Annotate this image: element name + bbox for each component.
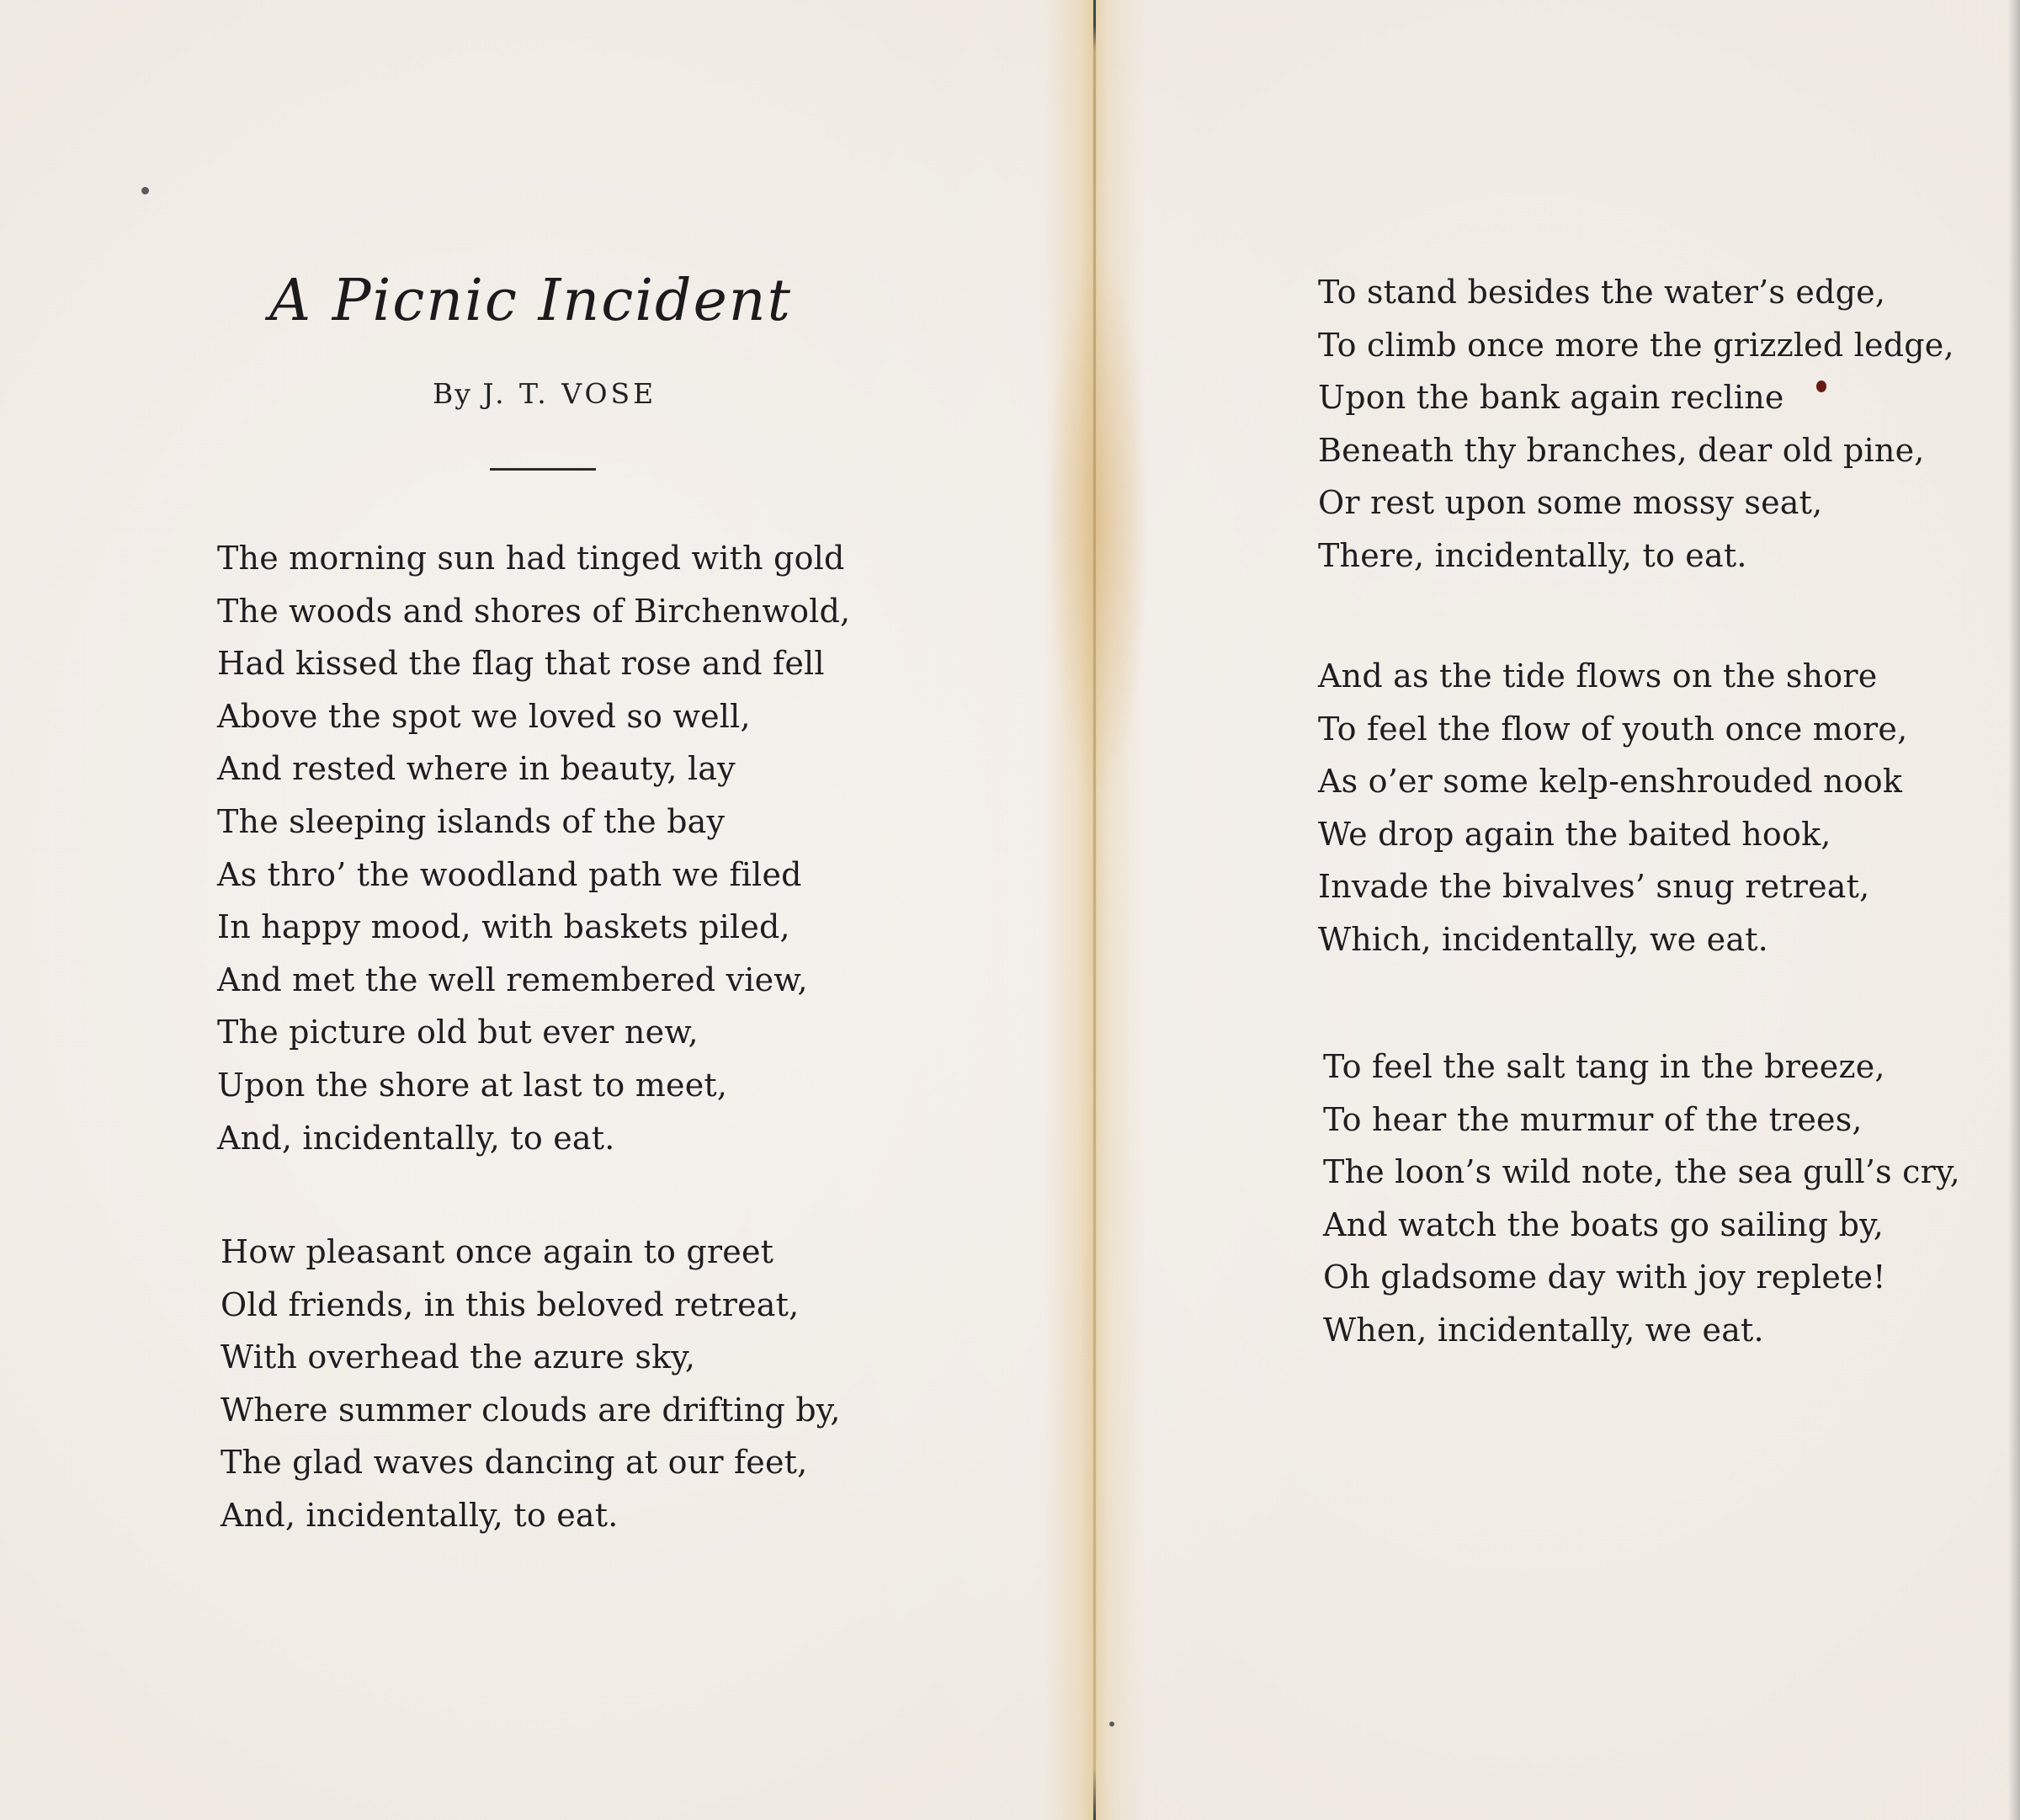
poem-line: As thro’ the woodland path we filed <box>217 855 802 893</box>
poem-line: To hear the murmur of the trees, <box>1323 1100 1863 1138</box>
poem-line: To feel the flow of youth once more, <box>1318 710 1908 748</box>
poem-line: Which, incidentally, we eat. <box>1318 920 1768 958</box>
poem-line: Above the spot we loved so well, <box>217 697 751 735</box>
stanza-2 <box>221 1226 841 1542</box>
poem-line: Old friends, in this beloved retreat, <box>221 1285 800 1323</box>
poem-line: The sleeping islands of the bay <box>217 802 726 840</box>
poem-line: To feel the salt tang in the breeze, <box>1323 1048 1885 1085</box>
poem-line: The loon’s wild note, the sea gull’s cry, <box>1323 1153 1960 1191</box>
poem-line: And met the well remembered view, <box>217 961 808 998</box>
stanza-5 <box>1323 1040 1960 1357</box>
poem-line: Beneath thy branches, dear old pine, <box>1318 431 1925 469</box>
poem-line: And as the tide flows on the shore <box>1318 657 1878 694</box>
poem-line: Upon the bank again recline <box>1318 379 1784 417</box>
poem-title: A Picnic Incident <box>269 268 792 334</box>
poem-line: Where summer clouds are drifting by, <box>221 1391 841 1429</box>
poem-line: As o’er some kelp-enshrouded nook <box>1318 763 1903 801</box>
poem-line: In happy mood, with baskets piled, <box>217 908 790 946</box>
stanza-1 <box>217 532 850 1164</box>
author-name: J. T. VOSE <box>482 377 657 410</box>
poem-line: Upon the shore at last to meet, <box>217 1066 728 1104</box>
poem-line: How pleasant once again to greet <box>221 1233 774 1270</box>
title-rule <box>490 468 596 471</box>
poem-line: Had kissed the flag that rose and fell <box>217 645 825 683</box>
poem-line: Or rest upon some mossy seat, <box>1318 484 1823 522</box>
poem-line: We drop again the baited hook, <box>1318 815 1831 853</box>
poem-line: To climb once more the grizzled ledge, <box>1318 326 1954 364</box>
stanza-4 <box>1318 650 1907 966</box>
poem-line: And, incidentally, to eat. <box>221 1496 619 1534</box>
poem-line: Invade the bivalves’ snug retreat, <box>1318 868 1870 906</box>
poem-line: To stand besides the water’s edge, <box>1318 274 1886 311</box>
poem-line: With overhead the azure sky, <box>221 1338 696 1376</box>
stanza-3 <box>1318 266 1954 583</box>
poem-line: There, incidentally, to eat. <box>1318 536 1747 574</box>
poem-line: And watch the boats go sailing by, <box>1323 1205 1884 1243</box>
byline-prefix: By <box>433 377 472 410</box>
poem-line: When, incidentally, we eat. <box>1323 1311 1764 1349</box>
poem-line: And, incidentally, to eat. <box>217 1119 615 1157</box>
poem-line: The glad waves dancing at our feet, <box>221 1444 808 1482</box>
poem-line: The morning sun had tinged with gold <box>217 540 845 577</box>
poem-line: The woods and shores of Birchenwold, <box>217 592 851 630</box>
poem-line: And rested where in beauty, lay <box>217 750 736 788</box>
byline <box>433 377 656 410</box>
poem-line: The picture old but ever new, <box>217 1014 699 1051</box>
poem-line: Oh gladsome day with joy replete! <box>1323 1259 1886 1296</box>
